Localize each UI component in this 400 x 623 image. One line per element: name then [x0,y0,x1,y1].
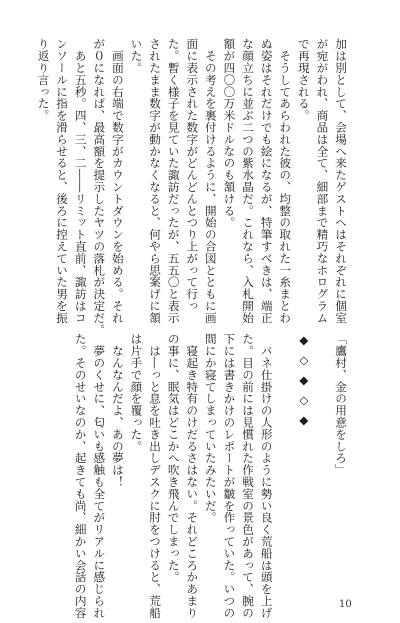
text-line: バネ仕掛けの人形のように勢い良く荒船は頭を上げ [259,333,274,619]
text-line: り返り言った。 [36,38,51,122]
text-line: が０になれば、最高額を提示したヤツの落札が決定だ。 [92,38,107,336]
page-number: 10 [339,599,352,610]
text-line: 間にか寝てしまっていたみたいだ。 [203,333,218,524]
text-line: な顔立ちに並ぶ二つの紫水晶だ。これなら、入札開始 [241,38,256,324]
text-line: 画面の右端で数字がカウントダウンを始める。それ [110,38,125,324]
dialogue-line: 「鷹村、金の用意をしろ」 [334,333,348,476]
text-line: なんなんだよ、あの夢は！ [110,333,125,488]
text-line: た。そのせいなのか、起きても尚、細かい会話の内容 [73,333,88,619]
text-line: そうしてあらわれた彼の、均整の取れた一糸まとわ [278,38,293,324]
text-line: いた。 [129,38,144,74]
text-line: の事に、眠気はどこかへ吹き飛んでしまった。 [166,333,181,583]
text-line: 面に表示された数字がどんどんとつり上がって行っ [185,38,200,312]
text-line: 加は別として、会場へ来たゲストへはそれぞれに個室 [334,38,348,324]
text-block-upper [34,38,350,336]
text-line: 寝起き特有のけだるさはない。それどころかあまり [185,333,200,619]
text-line: が宛がわれ、商品は全て、細部まで精巧なホログラム [315,38,330,324]
text-line: ぬ姿はそれだけでも絵になるが、特筆すべきは、端正 [259,38,274,324]
text-line: ンソールに指を滑らせると、後ろに控えていた男を振 [55,38,70,324]
blank-line [276,333,295,595]
text-line: た。暫く様子を見ていた諏訪だったが、五五〇と表示 [166,38,181,324]
blank-line [313,333,332,595]
text-line: 下には書きかけのレポートが皺を作っていた。いつの [222,333,237,619]
text-line: その考えを裏付けるように、開始の合図とともに画 [203,38,218,324]
text-line: で再現される。 [296,38,311,122]
text-line: あと五秒。四、三、二――リミット直前、諏訪はコ [73,38,88,324]
text-line: されたまま数字が動かなくなると、何やら思案げに頷 [148,38,163,324]
text-line: た。目の前には見慣れた作戦室の景色があって、腕の [241,333,256,619]
text-line: は片手で顔を覆った。 [129,333,144,452]
text-line: 夢のくせに、匂いも感触も全てがリアルに感じられ [92,333,107,619]
text-line: 額が四〇〇万米ドルなのも頷ける。 [222,38,237,229]
text-line: は―っと息を吐き出しデスクに肘をつけると、荒船 [148,333,163,619]
scene-break-ornament: ◆◇◆◇◆ [296,333,311,433]
